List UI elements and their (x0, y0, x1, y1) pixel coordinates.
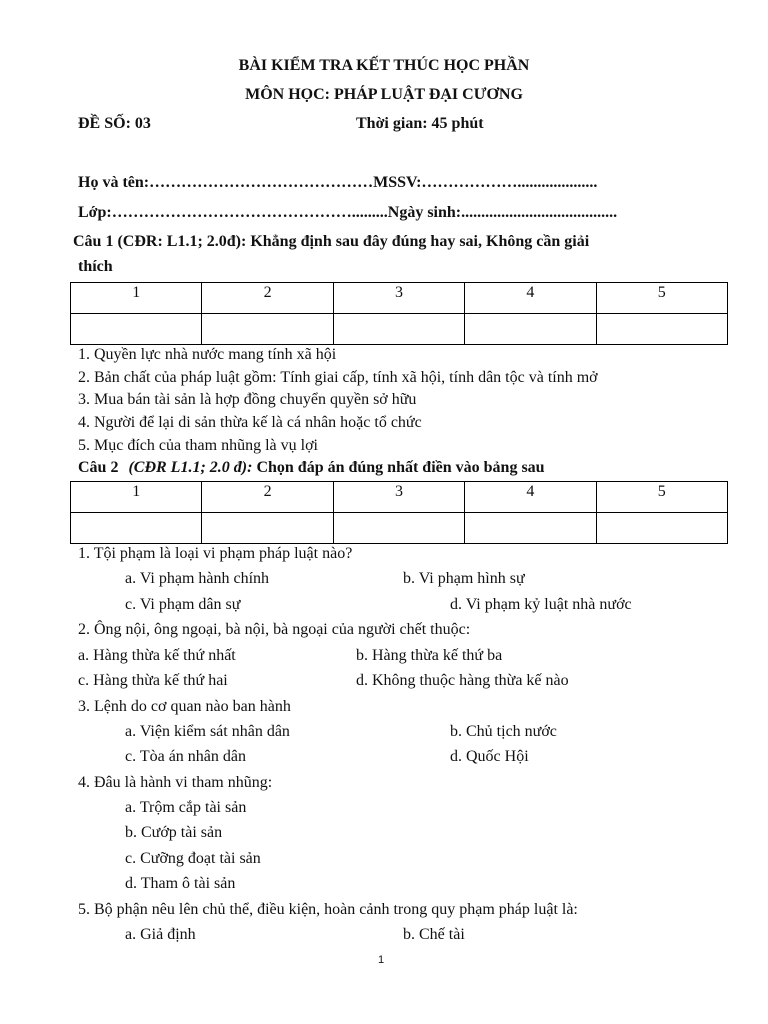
student-class-dob-line: Lớp:……………………………………….........Ngày sinh:....................................... (78, 204, 618, 221)
q2-grid-header-cell: 1 (71, 482, 202, 513)
exam-time: Thời gian: 45 phút (356, 115, 484, 132)
q2-answer-cell[interactable] (202, 513, 333, 544)
q1-statement: 4. Người để lại di sản thừa kế là cá nhân hoặc tổ chức (78, 414, 422, 431)
mcq-option: b. Hàng thừa kế thứ ba (356, 647, 503, 664)
q1-answer-cell[interactable] (202, 314, 333, 345)
mcq-option: d. Tham ô tài sản (125, 875, 236, 892)
mcq-option: c. Cưỡng đoạt tài sản (125, 850, 261, 867)
mcq-option: a. Trộm cắp tài sản (125, 799, 247, 816)
page-number: 1 (378, 954, 385, 966)
q2-grid-header-row (71, 482, 728, 513)
mcq-option: d. Vi phạm kỷ luật nhà nước (450, 596, 632, 613)
exam-number: ĐỀ SỐ: 03 (78, 115, 151, 132)
mcq-stem: 3. Lệnh do cơ quan nào ban hành (78, 698, 291, 715)
q1-answer-grid (70, 282, 728, 345)
mcq-stem: 2. Ông nội, ông ngoại, bà nội, bà ngoại của người chết thuộc: (78, 621, 471, 638)
mcq-option: d. Không thuộc hàng thừa kế nào (356, 672, 569, 689)
q2-grid-header-cell: 2 (202, 482, 333, 513)
mcq-option: c. Vi phạm dân sự (125, 596, 241, 613)
q1-answer-cell[interactable] (71, 314, 202, 345)
mcq-stem: 1. Tội phạm là loại vi phạm pháp luật nào? (78, 545, 353, 562)
q2-answer-grid (70, 481, 728, 544)
exam-title: BÀI KIỂM TRA KẾT THÚC HỌC PHẦN (238, 57, 530, 74)
q1-answer-cell[interactable] (465, 314, 596, 345)
mcq-option: a. Giả định (125, 926, 196, 943)
q2-answer-cell[interactable] (333, 513, 464, 544)
mcq-option: a. Viện kiểm sát nhân dân (125, 723, 290, 740)
q1-answer-cell[interactable] (333, 314, 464, 345)
mcq-option: d. Quốc Hội (450, 748, 529, 765)
q2-heading-prefix: Câu 2 (78, 459, 119, 476)
q1-statement: 3. Mua bán tài sản là hợp đồng chuyển quyền sở hữu (78, 391, 417, 408)
q2-grid-answer-row (71, 513, 728, 544)
q2-heading-rest: Chọn đáp án đúng nhất điền vào bảng sau (256, 459, 545, 476)
q2-answer-cell[interactable] (465, 513, 596, 544)
q1-heading: Câu 1 (CĐR: L1.1; 2.0đ): Khẳng định sau đây đúng hay sai, Không cần giải (73, 233, 590, 250)
q1-grid-answer-row (71, 314, 728, 345)
q2-grid-header-cell: 3 (333, 482, 464, 513)
mcq-option: a. Vi phạm hành chính (125, 570, 270, 587)
q1-grid-header-cell: 5 (596, 283, 727, 314)
q2-answer-cell[interactable] (596, 513, 727, 544)
q1-heading-cont: thích (78, 258, 113, 275)
student-name-mssv-line: Họ và tên:……………………………………MSSV:……………….................... (78, 174, 598, 191)
mcq-option: c. Hàng thừa kế thứ hai (78, 672, 228, 689)
subject-title: MÔN HỌC: PHÁP LUẬT ĐẠI CƯƠNG (245, 86, 523, 103)
q1-grid-header-cell: 3 (333, 283, 464, 314)
q2-answer-cell[interactable] (71, 513, 202, 544)
q1-answer-cell[interactable] (596, 314, 727, 345)
q2-heading-ref: (CĐR L1.1; 2.0 đ): (128, 459, 253, 476)
mcq-option: b. Cướp tài sản (125, 824, 223, 841)
q1-grid-header-cell: 2 (202, 283, 333, 314)
q1-grid-header-row (71, 283, 728, 314)
q1-statement: 5. Mục đích của tham nhũng là vụ lợi (78, 437, 318, 454)
mcq-option: b. Chủ tịch nước (450, 723, 557, 740)
mcq-option: a. Hàng thừa kế thứ nhất (78, 647, 236, 664)
q2-grid-header-cell: 4 (465, 482, 596, 513)
q2-heading (78, 458, 545, 478)
q1-grid-header-cell: 1 (71, 283, 202, 314)
mcq-stem: 4. Đâu là hành vi tham nhũng: (78, 774, 273, 791)
mcq-option: b. Chế tài (403, 926, 465, 943)
q1-grid-header-cell: 4 (465, 283, 596, 314)
q1-statement: 1. Quyền lực nhà nước mang tính xã hội (78, 346, 337, 363)
q2-grid-header-cell: 5 (596, 482, 727, 513)
q1-statement: 2. Bản chất của pháp luật gồm: Tính giai cấp, tính xã hội, tính dân tộc và tính mở (78, 369, 598, 386)
mcq-option: c. Tòa án nhân dân (125, 748, 246, 765)
mcq-option: b. Vi phạm hình sự (403, 570, 525, 587)
mcq-stem: 5. Bộ phận nêu lên chủ thể, điều kiện, hoàn cảnh trong quy phạm pháp luật là: (78, 901, 578, 918)
